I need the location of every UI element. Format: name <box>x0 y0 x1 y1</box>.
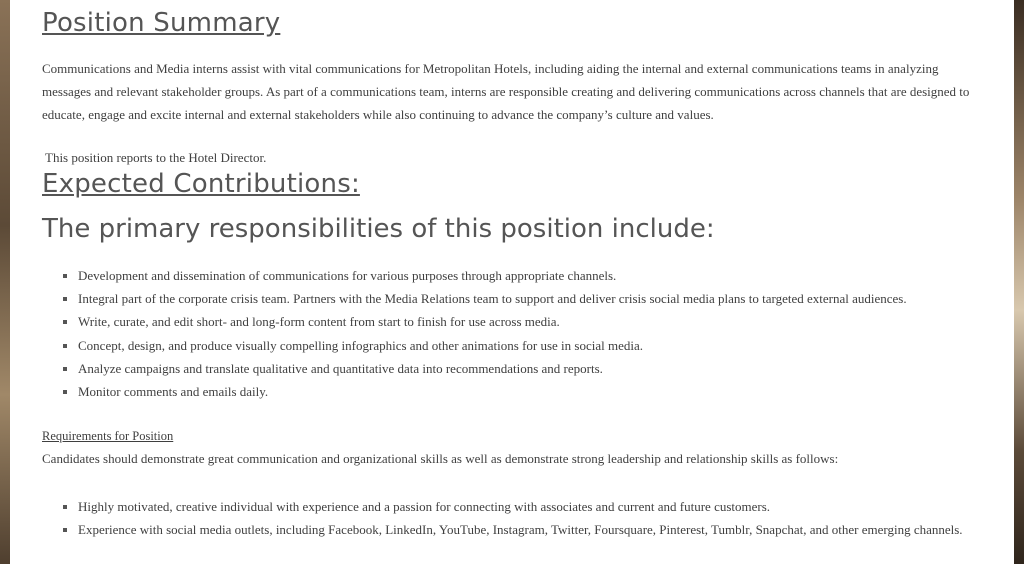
requirements-list <box>42 495 972 541</box>
list-item: Integral part of the corporate crisis team. Partners with the Media Relations team to support and deliver crisis social media plans to targeted external audiences. <box>42 287 907 310</box>
list-item: Highly motivated, creative individual with experience and a passion for connecting with associates and current and future customers. <box>42 495 972 518</box>
background-right-edge <box>1014 0 1024 564</box>
position-summary-text: Communications and Media interns assist with vital communications for Metropolitan Hotels, including aiding the internal and external communications teams in analyzing messages and relevant stakeholder groups. As part of a communications team, interns are responsible creating and delivering communications across channels that are designed to educate, engage and excite internal and external stakeholders while also continuing to advance the company’s culture and values. <box>42 61 970 122</box>
background-left-edge <box>0 0 10 564</box>
position-summary-heading: Position Summary <box>42 8 281 38</box>
list-item: Concept, design, and produce visually compelling infographics and other animations for use in social media. <box>42 334 907 357</box>
document-page <box>10 0 1014 564</box>
requirements-heading: Requirements for Position <box>42 429 174 443</box>
list-item: Write, curate, and edit short- and long-form content from start to finish for use across media. <box>42 310 907 333</box>
list-item: Monitor comments and emails daily. <box>42 380 907 403</box>
expected-contributions-heading: Expected Contributions: <box>42 169 360 199</box>
list-item: Development and dissemination of communications for various purposes through appropriate channels. <box>42 264 907 287</box>
requirements-intro: Candidates should demonstrate great communication and organizational skills as well as demonstrate strong leadership and relationship skills as follows: <box>42 451 839 466</box>
list-item: Experience with social media outlets, including Facebook, LinkedIn, YouTube, Instagram, Twitter, Foursquare, Pinterest, Tumblr, Snapchat, and other emerging channels. <box>42 518 972 541</box>
responsibilities-list <box>42 264 907 403</box>
responsibilities-subheading: The primary responsibilities of this position include: <box>42 214 715 244</box>
reports-to-text: This position reports to the Hotel Director. <box>45 150 267 165</box>
list-item: Analyze campaigns and translate qualitative and quantitative data into recommendations and reports. <box>42 357 907 380</box>
